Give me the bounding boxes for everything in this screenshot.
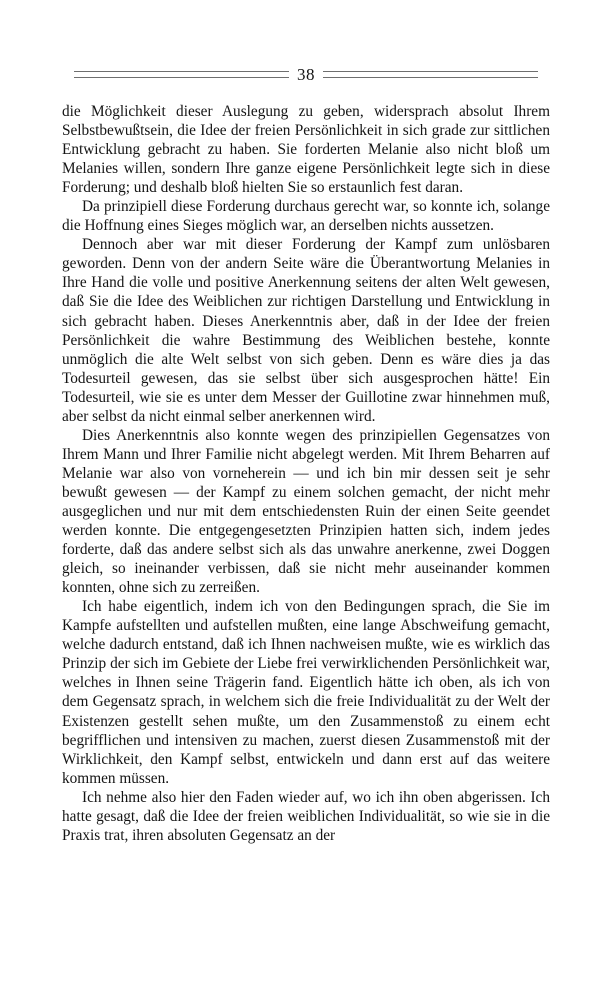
book-page [62,60,550,845]
paragraph: Dennoch aber war mit dieser Forderung der Kampf zum unlösbaren geworden. Denn von der andern Seite wäre die Überantwortung Melanies in Ihre Hand die volle und positive Anerkennung seitens der alten Welt gewesen, daß Sie die Idee des Weiblichen zur richtigen Darstellung und Entwicklung in sich gebracht haben. Dieses Anerkenntnis aber, daß in der Idee der freien Persönlichkeit die wahre Bestimmung des Weiblichen bestehe, konnte unmöglich die alte Welt selbst von sich geben. Denn es wäre dies ja das Todesurteil gewesen, das sie selbst über sich ausgesprochen hätte! Ein Todesurteil, wie sie es unter dem Messer der Guillotine zwar hinnehmen muß, aber selbst da nicht einmal selber anerkennen wird. [62,236,550,425]
paragraph: Ich habe eigentlich, indem ich von den Bedingungen sprach, die Sie im Kampfe aufstellten und aufstellen mußten, eine lange Abschweifung gemacht, welche dadurch entstand, daß ich Ihnen nachweisen mußte, wie es wirklich das Prinzip der sich im Gebiete der Liebe frei verwirklichenden Persönlichkeit war, welches in Ihnen seine Trägerin fand. Eigentlich hätte ich oben, als ich von dem Gegensatz sprach, in welchem sich die freie Individualität zu der Welt der Existenzen gestellt sehen mußte, um den Zusammenstoß zu einem echt begrifflichen und intensiven zu machen, zuerst diesen Zusammenstoß mit der Wirklichkeit, den Kampf selbst, entwickeln und dann erst auf das weitere kommen müssen. [62,598,550,787]
paragraph: die Möglichkeit dieser Auslegung zu geben, widersprach absolut Ihrem Selbstbewußtsein, die Idee der freien Persönlichkeit in sich grade zur sittlichen Entwicklung gebracht zu haben. Sie forderten Melanie also nicht bloß um Melanies willen, sondern Ihre ganze eigene Persönlichkeit legte sich in diese Forderung; und deshalb bloß hielten Sie so erstaunlich fest daran. [62,103,550,197]
paragraph: Dies Anerkenntnis also konnte wegen des prinzipiellen Gegensatzes von Ihrem Mann und Ihrer Familie nicht abgelegt werden. Mit Ihrem Beharren auf Melanie war also von vorneherein — und ich bin mir dessen seit je sehr bewußt gewesen — der Kampf zu einem solchen gemacht, der nicht mehr ausgeglichen und nur mit dem entschiedensten Ruin der einen Seite geendet werden konnte. Die entgegengesetzten Prinzipien hatten sich, indem jedes forderte, daß das andere selbst sich als das unwahre anerkenne, zwei Doggen gleich, so ineinander verbissen, daß sie nicht mehr auseinander kommen konnten, ohne sich zu zerreißen. [62,426,550,597]
body-text [62,102,550,845]
page-number: 38 [297,64,315,84]
page-header [62,60,550,88]
paragraph: Ich nehme also hier den Faden wieder auf, wo ich ihn oben abgerissen. Ich hatte gesagt, daß die Idee der freien weiblichen Individualität, so wie sie in die Praxis trat, ihren absoluten Gegensatz an der [62,788,550,844]
paragraph: Da prinzipiell diese Forderung durchaus gerecht war, so konnte ich, solange die Hoffnung eines Sieges möglich war, an derselben nichts aussetzen. [62,198,550,235]
header-rule-right [323,71,538,78]
header-rule-left [74,71,289,78]
